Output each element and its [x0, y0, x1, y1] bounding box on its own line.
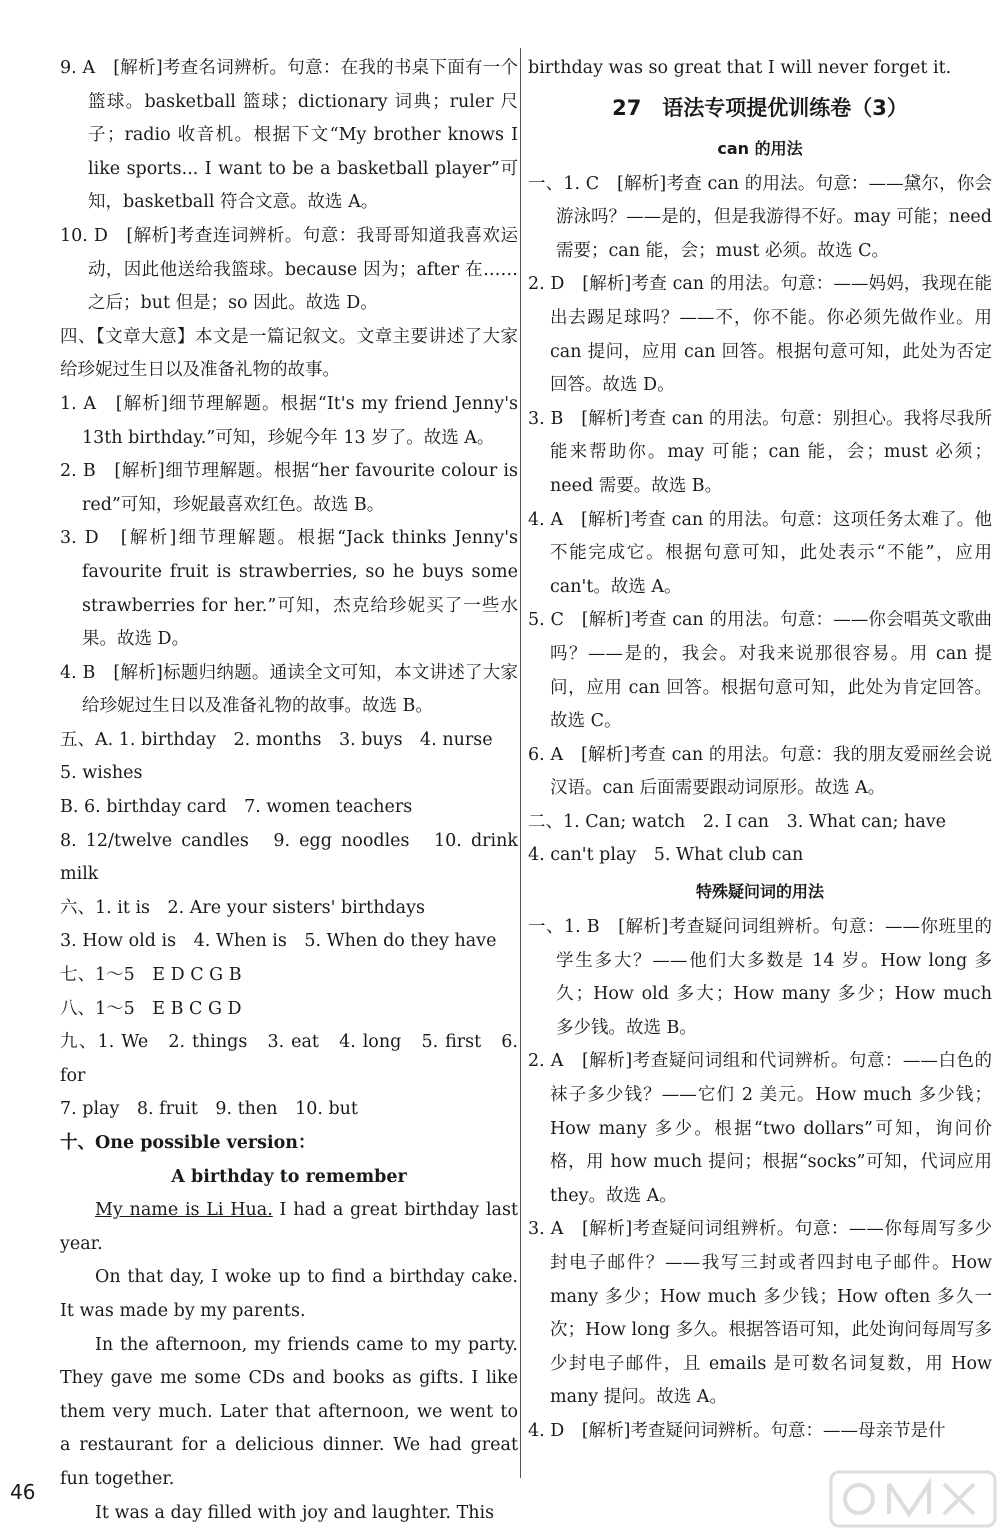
right-column: [528, 52, 992, 1449]
section-27-title: 27 语法专项提优训练卷（3）: [612, 95, 908, 120]
essay-title: A birthday to remember: [171, 1166, 407, 1187]
can-answer-6: 6. A [解析]考查 can 的用法。句意：我的朋友爱丽丝会说汉语。can 后面需要跟动词原形。故选 A。: [528, 744, 992, 799]
essay-paragraph-4-continued: birthday was so great that I will never forget it.: [528, 58, 952, 78]
wh-answer-1: 一、1. B [解析]考查疑问词组辨析。句意：——你班里的学生多大？——他们大多数是 14 岁。How long 多久；How old 多大；How many 多少；How much 多少钱。故选 B。: [528, 917, 992, 1038]
section-7-answers: 七、1～5 E D C G B: [60, 965, 242, 986]
essay-paragraph-1: [60, 1194, 518, 1261]
can-part-2-line-1: 二、1. Can; watch 2. I can 3. What can; have: [528, 811, 947, 832]
wh-answer-4: 4. D [解析]考查疑问词辨析。句意：——母亲节是什: [528, 1420, 946, 1441]
essay-paragraph-3: In the afternoon, my friends came to my party. They gave me some CDs and books as gifts. I like them very much. Later that afternoon, we went to a restaurant for a delicious dinner. We had great fun together.: [60, 1334, 518, 1489]
essay-paragraph-2: On that day, I woke up to find a birthday cake. It was made by my parents.: [60, 1267, 518, 1321]
can-part-2-line-2: 4. can't play 5. What club can: [528, 845, 804, 866]
section-9-line-1: 九、1. We 2. things 3. eat 4. long 5. first 6. for: [60, 1032, 518, 1086]
section-4-summary: 四、【文章大意】本文是一篇记叙文。文章主要讲述了大家给珍妮过生日以及准备礼物的故事。: [60, 326, 518, 381]
watermark-logo: [829, 1470, 997, 1528]
answer-10: 10. D [解析]考查连词辨析。句意：我哥哥知道我喜欢运动，因此他送给我篮球。because 因为；after 在……之后；but 但是；so 因此。故选 D。: [60, 225, 518, 314]
page-number: 46: [10, 1480, 36, 1504]
wh-answer-3: 3. A [解析]考查疑问词组辨析。句意：——你每周写多少封电子邮件？——我写三封或者四封电子邮件。How many 多少；How much 多少钱；How often 多久一次；How long 多久。根据答语可知，此处询问每周写多少封电子邮件，且 emails 是可数名词复数，用 How many 提问。故选 A。: [528, 1219, 992, 1408]
section-4-answer-1: 1. A [解析]细节理解题。根据“It's my friend Jenny's 13th birthday.”可知，珍妮今年 13 岁了。故选 A。: [60, 393, 518, 448]
wh-answer-2: 2. A [解析]考查疑问词组和代词辨析。句意：——白色的袜子多少钱？——它们 2 美元。How much 多少钱；How many 多少。根据“two dollars”可知，询问价格，用 how much 提问；根据“socks”可知，代词应用 they。故选 A。: [528, 1051, 992, 1206]
can-answer-5: 5. C [解析]考查 can 的用法。句意：——你会唱英文歌曲吗？——是的，我会。对我来说那很容易。用 can 提问，应用 can 回答。根据句意可知，此处为肯定回答。故选 C。: [528, 610, 992, 732]
section-5-line-3: B. 6. birthday card 7. women teachers: [60, 797, 413, 818]
section-5-line-1: 五、A. 1. birthday 2. months 3. buys 4. nurse: [60, 729, 493, 750]
section-8-answers: 八、1～5 E B C G D: [60, 998, 242, 1019]
essay-p1-rest: I had a great birthday last year.: [60, 1200, 518, 1254]
section-5-line-4: 8. 12/twelve candles 9. egg noodles 10. drink milk: [60, 830, 518, 885]
section-6-line-1: 六、1. it is 2. Are your sisters' birthdays: [60, 897, 425, 918]
section-9-line-2: 7. play 8. fruit 9. then 10. but: [60, 1099, 358, 1120]
section-5-line-2: 5. wishes: [60, 763, 143, 784]
essay-heading: 十、One possible version：: [60, 1133, 316, 1153]
essay-underlined-sentence: My name is Li Hua.: [95, 1200, 273, 1221]
essay-paragraph-4: It was a day filled with joy and laughter. This: [95, 1502, 495, 1523]
answer-9: 9. A [解析]考查名词辨析。句意：在我的书桌下面有一个篮球。basketball 篮球；dictionary 词典；ruler 尺子；radio 收音机。根据下文“My brother knows I like sports... I want to be a basketball player”可知，basketball 符合文意。故选 A。: [60, 58, 518, 213]
can-answer-3: 3. B [解析]考查 can 的用法。句意：别担心。我将尽我所能来帮助你。may 可能；can 能，会；must 必须；need 需要。故选 B。: [528, 408, 992, 496]
section-4-answer-2: 2. B [解析]细节理解题。根据“her favourite colour is red”可知，珍妮最喜欢红色。故选 B。: [60, 461, 518, 515]
subsection-can-title: can 的用法: [717, 138, 803, 158]
section-4-answer-3: 3. D [解析]细节理解题。根据“Jack thinks Jenny's favourite fruit is strawberries, so he buys some strawberries for her.”可知，杰克给珍妮买了一些水果。故选 D。: [60, 528, 518, 650]
subsection-wh-words-title: 特殊疑问词的用法: [695, 882, 824, 902]
can-answer-4: 4. A [解析]考查 can 的用法。句意：这项任务太难了。他不能完成它。根据句意可知，此处表示“不能”，应用 can't。故选 A。: [528, 509, 992, 597]
column-divider: [520, 48, 521, 1478]
section-4-answer-4: 4. B [解析]标题归纳题。通读全文可知，本文讲述了大家给珍妮过生日以及准备礼物的故事。故选 B。: [60, 662, 518, 717]
can-answer-1: 一、1. C [解析]考查 can 的用法。句意：——黛尔，你会游泳吗？——是的，但是我游得不好。may 可能；need 需要；can 能，会；must 必须。故选 C。: [528, 173, 992, 261]
section-6-line-2: 3. How old is 4. When is 5. When do they have: [60, 931, 497, 952]
can-answer-2: 2. D [解析]考查 can 的用法。句意：——妈妈，我现在能出去踢足球吗？——不，你不能。你必须先做作业。用 can 提问，应用 can 回答。根据句意可知，此处为否定回答。故选 D。: [528, 274, 992, 396]
left-column: [60, 52, 518, 1530]
